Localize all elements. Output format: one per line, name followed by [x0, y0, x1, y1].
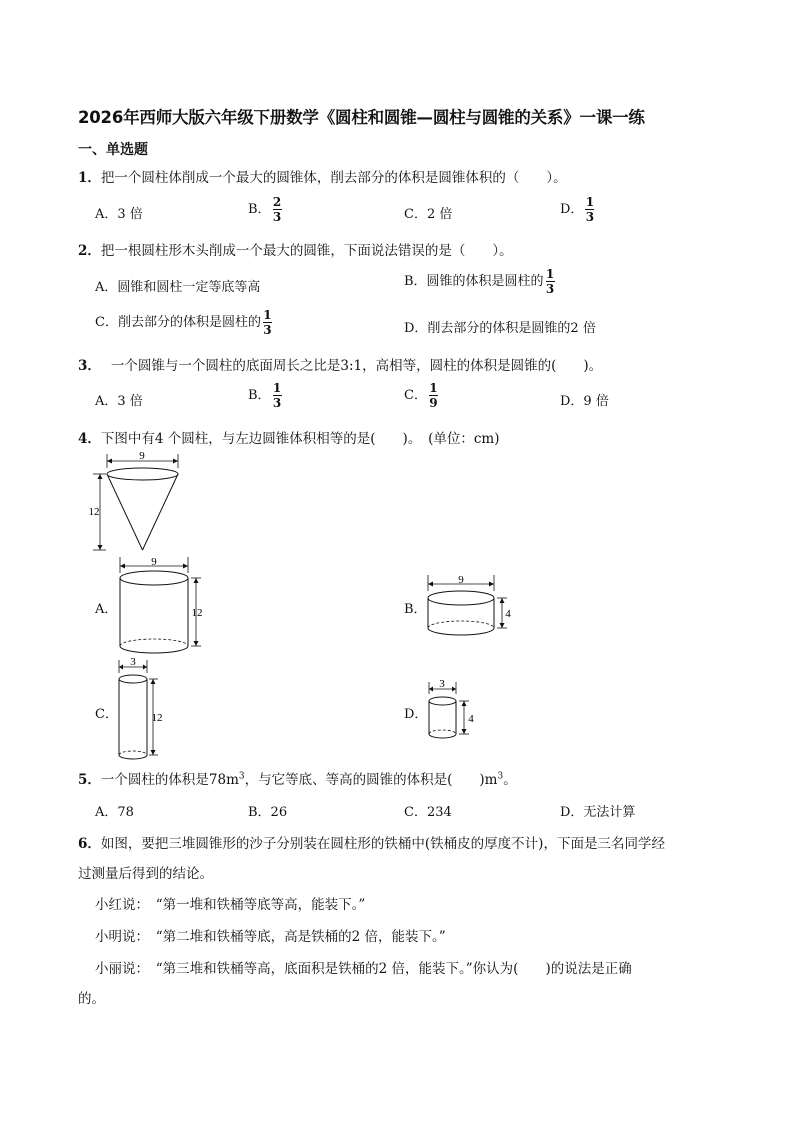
q3-option-d[interactable]: D．9 倍 [560, 394, 609, 409]
question-6-line-5: 小丽说： “第三堆和铁桶等高，底面积是铁桶的2 倍，能装下。”你认为( )的说法是正确 [95, 961, 632, 977]
cylinder-d-diameter-label: 3 [439, 678, 445, 690]
cylinder-c-figure [115, 655, 175, 765]
question-4 [78, 427, 499, 447]
q2-option-d[interactable]: D．削去部分的体积是圆锥的2 倍 [404, 321, 596, 336]
option-label: B．圆锥的体积是圆柱的 [404, 274, 544, 289]
q4-option-d[interactable]: D． [404, 707, 428, 722]
q2-option-a[interactable]: A．圆锥和圆柱一定等底等高 [95, 280, 261, 295]
q1-option-c[interactable]: C．2 倍 [404, 207, 453, 222]
cylinder-c-height-label: 12 [151, 712, 163, 724]
cone-figure [90, 450, 190, 555]
question-text-mid: ，与它等底、等高的圆锥的体积是( )m [244, 772, 498, 788]
q5-option-d[interactable]: D．无法计算 [560, 805, 636, 820]
q3-option-b[interactable] [248, 382, 282, 409]
superscript: 3 [497, 771, 504, 782]
cylinder-b-height-label: 4 [505, 608, 511, 620]
question-text: 把一根圆柱形木头削成一个最大的圆锥，下面说法错误的是（ ）。 [100, 243, 513, 259]
cone-diameter-label: 9 [139, 450, 145, 462]
q5-option-b[interactable]: B．26 [248, 805, 288, 820]
q1-option-a[interactable]: A．3 倍 [95, 207, 143, 222]
q1-option-d[interactable] [560, 196, 594, 223]
cone-height-label: 12 [88, 506, 100, 518]
question-text-end: 。 [503, 772, 517, 788]
q4-option-a[interactable]: A． [95, 602, 118, 617]
cylinder-a-diameter-label: 9 [151, 556, 157, 568]
question-1 [78, 166, 567, 186]
cylinder-c-diameter-label: 3 [130, 656, 136, 668]
q4-option-c[interactable]: C． [95, 707, 118, 722]
question-6 [78, 832, 665, 852]
page-title: 2026年西师大版六年级下册数学《圆柱和圆锥—圆柱与圆锥的关系》一课一练 [78, 108, 645, 127]
q5-option-c[interactable]: C．234 [404, 805, 452, 820]
question-text: 如图，要把三堆圆锥形的沙子分别装在圆柱形的铁桶中(铁桶皮的厚度不计)，下面是三名同学经 [100, 836, 665, 852]
superscript: 3 [238, 771, 245, 782]
fraction: $\frac{1}{3}$ [272, 381, 282, 410]
question-6-line-2: 过测量后得到的结论。 [78, 866, 213, 882]
q4-option-b[interactable]: B． [404, 602, 427, 617]
fraction: $\frac{1}{3}$ [263, 308, 272, 337]
question-number: 4． [78, 431, 101, 447]
q2-option-b[interactable] [404, 268, 555, 295]
option-label: D． [560, 202, 584, 217]
option-label: B． [248, 202, 271, 217]
question-number: 5． [78, 772, 101, 788]
cylinder-d-figure [424, 676, 484, 746]
question-text: 下图中有4 个圆柱，与左边圆锥体积相等的是( )。 (单位：cm) [100, 431, 500, 447]
question-6-line-3: 小红说： “第一堆和铁桶等底等高，能装下。” [95, 897, 366, 913]
question-6-line-4: 小明说： “第二堆和铁桶等底，高是铁桶的2 倍，能装下。” [95, 929, 446, 945]
fraction: $\frac{2}{3}$ [272, 195, 282, 224]
q1-option-b[interactable] [248, 196, 282, 223]
q3-option-a[interactable]: A．3 倍 [95, 394, 143, 409]
q3-option-c[interactable] [404, 382, 438, 409]
fraction: $\frac{1}{3}$ [585, 195, 595, 224]
q5-option-a[interactable]: A．78 [95, 805, 134, 820]
q2-option-c[interactable] [95, 309, 272, 336]
section-heading: 一、单选题 [78, 142, 148, 158]
cylinder-b-figure [424, 573, 519, 643]
option-label: C． [404, 388, 427, 403]
cylinder-a-height-label: 12 [191, 607, 203, 619]
question-2 [78, 239, 513, 259]
cylinder-a-figure [115, 555, 210, 665]
question-text: 一个圆柱的体积是78m [100, 772, 239, 788]
fraction: $\frac{1}{3}$ [545, 267, 555, 296]
question-text: 把一个圆柱体削成一个最大的圆锥体，削去部分的体积是圆锥体积的（ ）。 [100, 170, 567, 186]
fraction: $\frac{1}{9}$ [429, 381, 438, 410]
question-number: 1． [78, 170, 101, 186]
question-5 [78, 768, 517, 788]
option-label: B． [248, 388, 271, 403]
option-label: C．削去部分的体积是圆柱的 [95, 315, 261, 330]
question-number: 2． [78, 243, 101, 259]
question-3 [78, 354, 602, 374]
cylinder-b-diameter-label: 9 [458, 574, 464, 586]
question-6-line-6: 的。 [78, 991, 105, 1007]
question-text: 一个圆锥与一个圆柱的底面周长之比是3:1，高相等，圆柱的体积是圆锥的( )。 [110, 358, 603, 374]
question-number: 3． [78, 358, 101, 374]
question-number: 6． [78, 836, 101, 852]
cylinder-d-height-label: 4 [468, 713, 474, 725]
